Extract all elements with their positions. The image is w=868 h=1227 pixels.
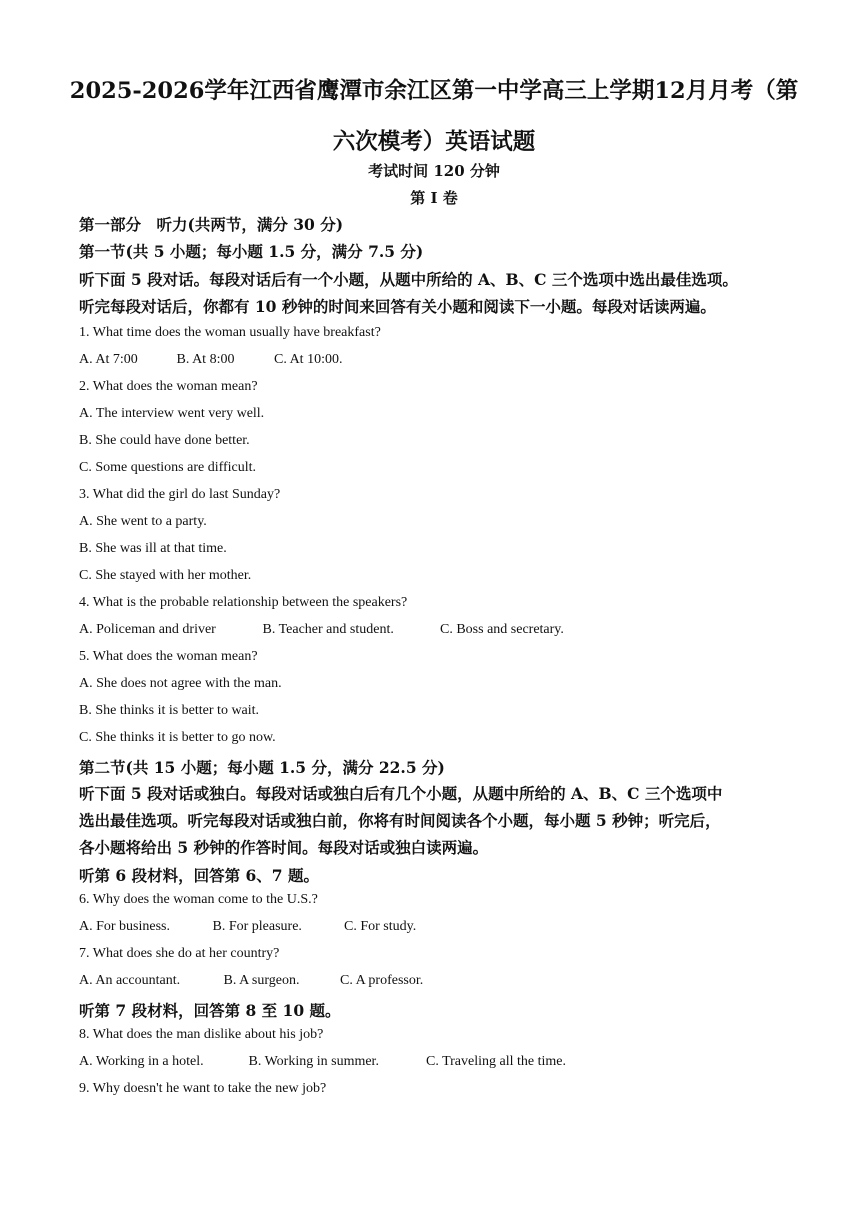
question-8-options: [79, 1054, 566, 1070]
option-a: A. For business.: [79, 919, 171, 934]
option-b: B. A surgeon.: [223, 973, 300, 988]
option-c: C. For study.: [344, 919, 417, 934]
section1-heading: 第一节(共 5 小题；每小题 1.5 分，满分 7.5 分): [79, 242, 424, 261]
instr-line: 听下面 5 段对话。每段对话后有一个小题，从题中所给的 A、B、C 三个选项中选出最佳选项。: [79, 270, 738, 289]
section2-heading: 第二节(共 15 小题；每小题 1.5 分，满分 22.5 分): [79, 758, 445, 777]
question-3-stem: 3. What did the girl do last Sunday?: [79, 487, 281, 502]
instr-line: 听完每段对话后，你都有 10 秒钟的时间来回答有关小题和阅读下一小题。每段对话读两遍。: [79, 297, 716, 316]
section1-instructions: [79, 266, 793, 320]
question-5-stem: 5. What does the woman mean?: [79, 649, 258, 664]
material-6-heading: 听第 6 段材料，回答第 6、7 题。: [79, 866, 319, 885]
option-a: A. At 7:00: [79, 352, 138, 367]
instr-line: 各小题将给出 5 秒钟的作答时间。每段对话或独白读两遍。: [79, 838, 489, 857]
section2-instructions: [79, 780, 793, 861]
option-c: C. Some questions are difficult.: [79, 460, 257, 475]
question-1-stem: 1. What time does the woman usually have breakfast?: [79, 325, 381, 340]
exam-title: [60, 68, 808, 165]
option-a: A. Working in a hotel.: [79, 1054, 204, 1069]
option-b: B. She could have done better.: [79, 433, 250, 448]
question-6-options: [79, 919, 416, 935]
option-b: B. At 8:00: [176, 352, 235, 367]
material-7-heading: 听第 7 段材料，回答第 8 至 10 题。: [79, 1001, 341, 1020]
option-c: C. Boss and secretary.: [440, 622, 564, 637]
option-b: B. Working in summer.: [248, 1054, 379, 1069]
question-4-options: [79, 622, 564, 638]
question-7-options: [79, 973, 423, 989]
volume-label: 第 I 卷: [410, 189, 458, 207]
option-c: C. She thinks it is better to go now.: [79, 730, 276, 745]
option-c: C. She stayed with her mother.: [79, 568, 252, 583]
question-6-stem: 6. Why does the woman come to the U.S.?: [79, 892, 318, 907]
question-8-stem: 8. What does the man dislike about his job?: [79, 1027, 324, 1042]
option-a: A. Policeman and driver: [79, 622, 216, 637]
question-1-options: [79, 352, 342, 368]
question-9-stem: 9. Why doesn't he want to take the new job?: [79, 1081, 327, 1096]
exam-time: 考试时间 120 分钟: [368, 162, 500, 180]
title-line-2: 六次模考）英语试题: [332, 129, 536, 155]
option-c: C. At 10:00.: [274, 352, 343, 367]
option-b: B. For pleasure.: [212, 919, 302, 934]
option-c: C. Traveling all the time.: [426, 1054, 566, 1069]
title-line-1: 2025-2026学年江西省鹰潭市余江区第一中学高三上学期12月月考（第: [69, 78, 799, 104]
option-c: C. A professor.: [340, 973, 424, 988]
question-2-stem: 2. What does the woman mean?: [79, 379, 258, 394]
option-a: A. An accountant.: [79, 973, 181, 988]
option-b: B. She thinks it is better to wait.: [79, 703, 260, 718]
option-a: A. She went to a party.: [79, 514, 207, 529]
part1-heading: 第一部分 听力(共两节，满分 30 分): [79, 215, 344, 234]
question-7-stem: 7. What does she do at her country?: [79, 946, 280, 961]
question-4-stem: 4. What is the probable relationship between the speakers?: [79, 595, 408, 610]
instr-line: 听下面 5 段对话或独白。每段对话或独白后有几个小题，从题中所给的 A、B、C 三个选项中: [79, 784, 723, 803]
option-b: B. Teacher and student.: [262, 622, 394, 637]
instr-line: 选出最佳选项。听完每段对话或独白前，你将有时间阅读各个小题，每小题 5 秒钟；听完后，: [79, 811, 721, 830]
option-a: A. The interview went very well.: [79, 406, 265, 421]
option-b: B. She was ill at that time.: [79, 541, 227, 556]
option-a: A. She does not agree with the man.: [79, 676, 282, 691]
